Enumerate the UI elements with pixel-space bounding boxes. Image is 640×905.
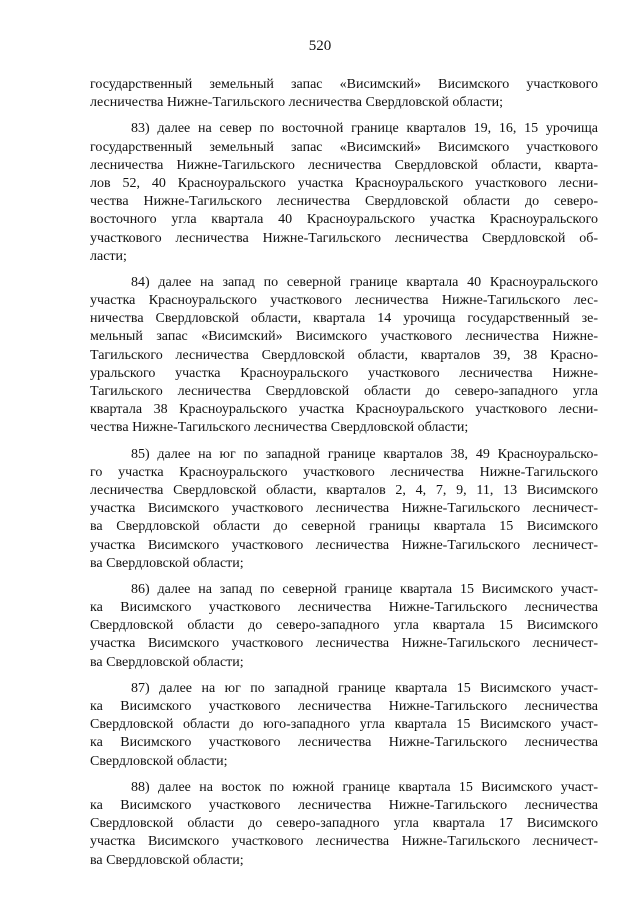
text-line: Свердловской области до северо-западного угла квартала 17 Висимского — [90, 816, 598, 832]
text-line: Тагильского лесничества Свердловской области, кварталов 39, 38 Красно- — [90, 347, 598, 363]
text-line: мельный запас «Висимский» Висимского участкового лесничества Нижне- — [90, 329, 598, 345]
text-line: государственный земельный запас «Висимский» Висимского участкового — [90, 139, 598, 155]
text-line: ва Свердловской области; — [90, 852, 244, 868]
paragraph-gap — [90, 771, 598, 779]
text-line: восточного угла квартала 40 Красноуральского участка Красноуральского — [90, 212, 598, 228]
text-line: Свердловской области; — [90, 753, 228, 769]
page-number: 520 — [308, 38, 332, 54]
text-line: участка Висимского участкового лесничества Нижне-Тагильского лесничест- — [90, 537, 598, 553]
text-line: 85) далее на юг по западной границе кварталов 38, 49 Красноуральско- — [131, 446, 598, 462]
text-line: ласти; — [90, 248, 127, 264]
text-line: ка Висимского участкового лесничества Нижне-Тагильского лесничества — [90, 600, 598, 616]
text-line: ка Висимского участкового лесничества Нижне-Тагильского лесничества — [90, 699, 598, 714]
text-line: 88) далее на восток по южной границе квартала 15 Висимского участ- — [131, 779, 598, 795]
text-line: ка Висимского участкового лесничества Нижне-Тагильского лесничества — [90, 735, 598, 751]
text-line: квартала 38 Красноуральского участка Красноуральского участкового лесни- — [90, 402, 598, 418]
paragraph-gap — [90, 573, 598, 581]
text-line: ка Висимского участкового лесничества Нижне-Тагильского лесничества — [90, 797, 598, 813]
text-line: участка Красноуральского участкового лесничества Нижне-Тагильского лес- — [90, 293, 598, 309]
text-line: участкового лесничества Нижне-Тагильского лесничества Свердловской об- — [90, 230, 598, 246]
paragraph-p86 — [90, 581, 598, 672]
paragraph-gap — [90, 266, 598, 274]
text-line: 83) далее на север по восточной границе кварталов 19, 16, 15 урочища — [131, 121, 598, 137]
text-line: чества Нижне-Тагильского лесничества Свердловской области до северо- — [90, 194, 598, 210]
text-line: Свердловской области до северо-западного угла квартала 15 Висимского — [90, 618, 598, 634]
text-line: уральского участка Красноуральского участкового лесничества Нижне- — [90, 365, 598, 381]
text-line: лесничества Свердловской области, кварталов 2, 4, 7, 9, 11, 13 Висимского — [90, 482, 598, 498]
paragraph-gap — [90, 438, 598, 446]
text-line: чества Нижне-Тагильского лесничества Свердловской области; — [90, 420, 469, 436]
text-line: участка Висимского участкового лесничества Нижне-Тагильского лесничест- — [90, 636, 598, 652]
text-line: лов 52, 40 Красноуральского участка Красноуральского участкового лесни- — [90, 175, 598, 191]
text-line: ва Свердловской области до северной границы квартала 15 Висимского — [90, 519, 598, 535]
text-line: государственный земельный запас «Висимский» Висимского участкового — [90, 77, 598, 92]
paragraph-intro — [90, 76, 598, 112]
text-line: Свердловской области до юго-западного угла квартала 15 Висимского участ- — [90, 717, 598, 733]
paragraph-p84 — [90, 274, 598, 438]
text-line: лесничества Нижне-Тагильского лесничества Свердловской области, кварта- — [90, 157, 598, 173]
text-line: 87) далее на юг по западной границе квартала 15 Висимского участ- — [131, 680, 598, 696]
text-line: ва Свердловской области; — [90, 555, 244, 571]
text-line: 86) далее на запад по северной границе квартала 15 Висимского участ- — [131, 581, 598, 597]
text-line: ва Свердловской области; — [90, 654, 244, 670]
text-line: участка Висимского участкового лесничества Нижне-Тагильского лесничест- — [90, 501, 598, 517]
document-body — [90, 76, 598, 870]
paragraph-gap — [90, 112, 598, 120]
paragraph-p87 — [90, 680, 598, 771]
text-line: Тагильского лесничества Свердловской области до северо-западного угла — [90, 384, 598, 399]
text-line: лесничества Нижне-Тагильского лесничества Свердловской области; — [90, 95, 504, 111]
text-line: участка Висимского участкового лесничества Нижне-Тагильского лесничест- — [90, 834, 598, 850]
text-line: ничества Свердловской области, квартала 14 урочища государственный зе- — [90, 311, 598, 327]
paragraph-gap — [90, 672, 598, 680]
paragraph-p83 — [90, 120, 598, 266]
text-line: го участка Красноуральского участкового лесничества Нижне-Тагильского — [90, 464, 598, 480]
paragraph-p88 — [90, 779, 598, 870]
text-line: 84) далее на запад по северной границе квартала 40 Красноуральского — [131, 274, 598, 290]
paragraph-p85 — [90, 446, 598, 573]
